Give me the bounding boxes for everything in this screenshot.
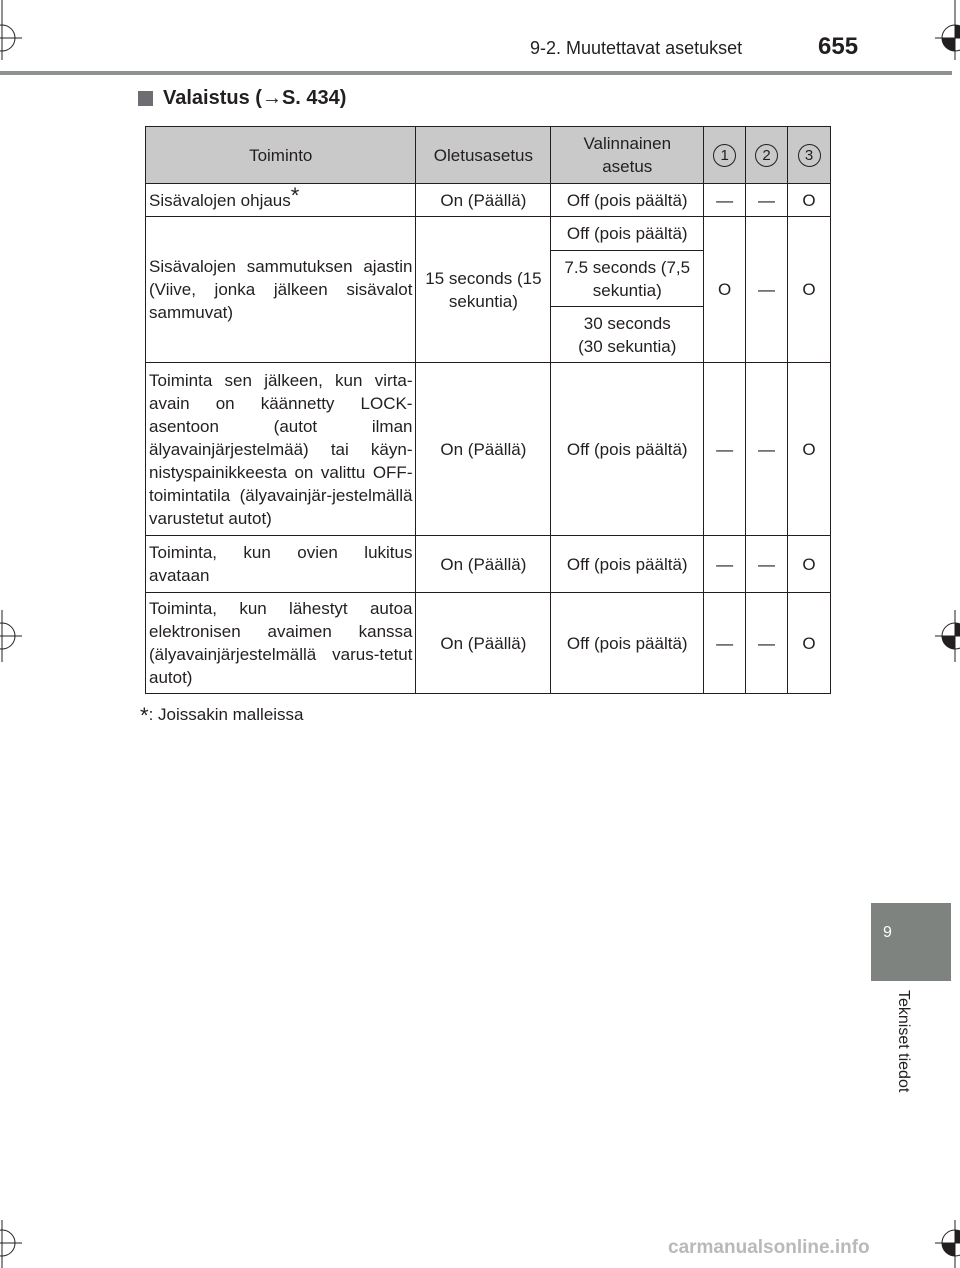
setting-2-cell: —	[746, 593, 788, 694]
setting-3-cell: O	[788, 184, 831, 217]
footnote-mark: *	[290, 182, 300, 208]
table-row	[146, 593, 831, 694]
optional-cell: Off (pois päältä)	[551, 217, 704, 251]
default-cell: On (Päällä)	[416, 184, 551, 217]
setting-3-cell: O	[788, 363, 831, 536]
setting-1-cell: —	[704, 593, 746, 694]
optional-cell: 7.5 seconds (7,5 sekuntia)	[551, 251, 704, 307]
column-header: Oletusasetus	[416, 127, 551, 184]
setting-3-cell: O	[788, 593, 831, 694]
setting-2-cell: —	[746, 217, 788, 363]
circled-number-2: 2	[755, 144, 778, 167]
optional-cell: Off (pois päältä)	[551, 184, 704, 217]
function-text: Sisävalojen ohjaus	[149, 190, 291, 210]
column-header: Toiminto	[146, 127, 416, 184]
table-row	[146, 217, 831, 251]
function-cell: Toiminta, kun lähestyt autoa elektronisen avaimen kanssa (älyavainjärjestelmällä varus-tetut autot)	[146, 593, 416, 694]
setting-2-cell: —	[746, 536, 788, 593]
page-reference: S. 434)	[281, 87, 347, 109]
square-bullet-icon	[138, 91, 153, 106]
table-row	[146, 536, 831, 593]
function-cell: Toiminta, kun ovien lukitus avataan	[146, 536, 416, 593]
section-title	[138, 87, 346, 110]
default-cell: On (Päällä)	[416, 363, 551, 536]
default-cell: On (Päällä)	[416, 536, 551, 593]
table-row	[146, 363, 831, 536]
setting-1-cell: —	[704, 184, 746, 217]
settings-table	[145, 126, 831, 694]
header-rule	[0, 71, 952, 75]
footnote-mark: *	[140, 703, 149, 728]
function-cell: Sisävalojen sammutuksen ajastin (Viive, jonka jälkeen sisävalot sammuvat)	[146, 217, 416, 363]
footnote	[140, 703, 304, 729]
section-header: 9-2. Muutettavat asetukset	[530, 38, 743, 58]
chapter-label: Tekniset tiedot	[895, 990, 912, 1093]
arrow-icon: →	[261, 87, 282, 109]
default-cell: On (Päällä)	[416, 593, 551, 694]
section-title-text: Valaistus (	[163, 87, 262, 109]
default-cell: 15 seconds (15 sekuntia)	[416, 217, 551, 363]
setting-1-cell: —	[704, 363, 746, 536]
column-header: Valinnainen asetus	[551, 127, 704, 184]
optional-cell: Off (pois päältä)	[551, 593, 704, 694]
function-cell	[146, 184, 416, 217]
circled-number-3: 3	[798, 144, 821, 167]
function-cell: Toiminta sen jälkeen, kun virta-avain on käännetty LOCK-asentoon (autot ilman älyavainjärjestelmää) tai käyn-nistyspainikkeesta on valittu OFF-toimintatila (älyavainjär-jestelmällä varustetut autot)	[146, 363, 416, 536]
setting-1-cell: —	[704, 536, 746, 593]
watermark: carmanualsonline.info	[668, 1237, 870, 1258]
footnote-text: : Joissakin malleissa	[148, 705, 304, 724]
column-header	[788, 127, 831, 184]
table-header-row	[146, 127, 831, 184]
setting-3-cell: O	[788, 536, 831, 593]
page-number: 655	[818, 33, 859, 60]
table-row	[146, 184, 831, 217]
optional-cell: 30 seconds (30 sekuntia)	[551, 307, 704, 363]
setting-2-cell: —	[746, 363, 788, 536]
chapter-number: 9	[883, 924, 892, 941]
optional-cell: Off (pois päältä)	[551, 363, 704, 536]
column-header	[746, 127, 788, 184]
circled-number-1: 1	[713, 144, 736, 167]
setting-1-cell: O	[704, 217, 746, 363]
optional-cell: Off (pois päältä)	[551, 536, 704, 593]
setting-2-cell: —	[746, 184, 788, 217]
column-header	[704, 127, 746, 184]
setting-3-cell: O	[788, 217, 831, 363]
chapter-tab	[871, 903, 951, 981]
